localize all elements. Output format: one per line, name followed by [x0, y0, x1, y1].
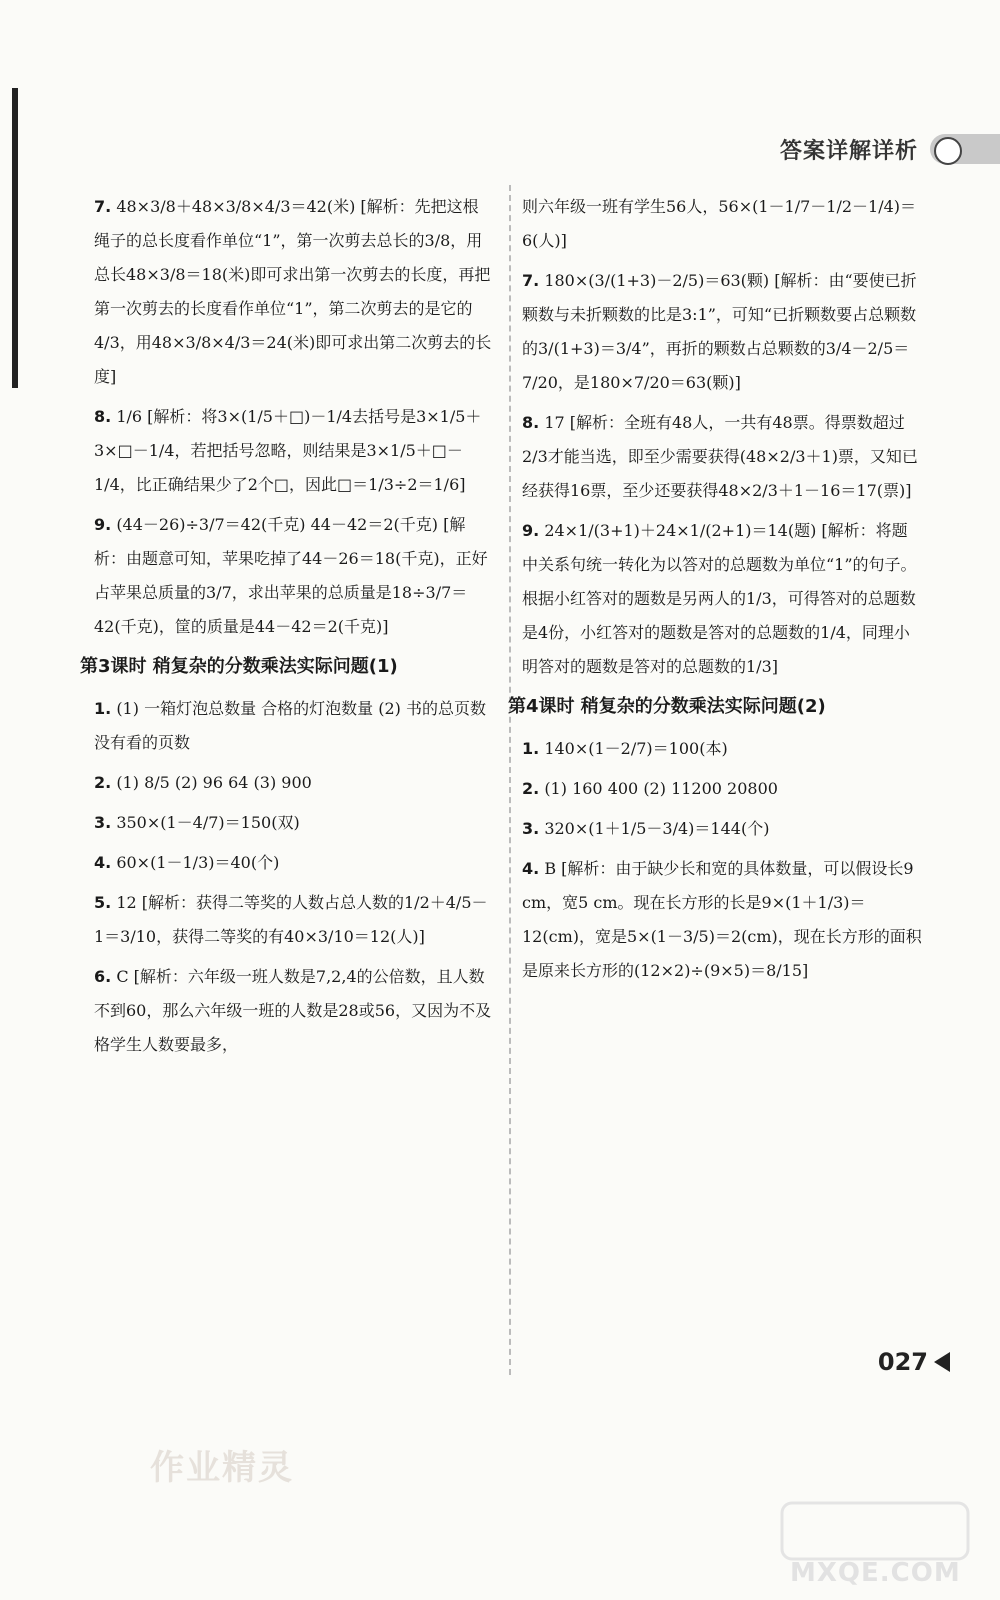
answer-item: 9. (44－26)÷3/7＝42(千克) 44－42＝2(千克) [解析：由题意可知，苹果吃掉了44－26＝18(千克)，正好占苹果总质量的3/7，求出苹果的总质量是18÷3/7＝42(千克)，筐的质量是44－42＝2(千克)] [94, 515, 488, 636]
answer-text: 60×(1－1/3)＝40(个) [116, 853, 280, 872]
lesson-heading: 第4课时 稍复杂的分数乘法实际问题(2) [508, 696, 826, 717]
answer-text: B [解析：由于缺少长和宽的具体数量，可以假设长9 cm，宽5 cm。现在长方形的长是9×(1＋1/3)＝12(cm)，宽是5×(1－3/5)＝2(cm)，现在长方形的面积是原来长方形的(12×2)÷(9×5)＝8/15] [522, 859, 922, 980]
answer-item: 7. 48×3/8＋48×3/8×4/3＝42(米) [解析：先把这根绳子的总长度看作单位“1”，第一次剪去总长的3/8，用总长48×3/8＝18(米)即可求出第一次剪去的长度，再把第一次剪去的长度看作单位“1”，第二次剪去的是它的4/3，用48×3/8×4/3＝24(米)即可求出第二次剪去的长度] [94, 197, 492, 386]
answer-text: (1) 8/5 (2) 96 64 (3) 900 [116, 773, 312, 792]
answer-item: 1. (1) 一箱灯泡总数量 合格的灯泡数量 (2) 书的总页数 没有看的页数 [94, 699, 486, 752]
answer-text: 则六年级一班有学生56人，56×(1－1/7－1/2－1/4)＝6(人)] [522, 197, 917, 250]
binding-edge [12, 88, 18, 388]
watermark-url: MXQE.COM [790, 1558, 961, 1588]
answer-text: (1) 一箱灯泡总数量 合格的灯泡数量 (2) 书的总页数 没有看的页数 [94, 699, 486, 752]
answer-item: 4. 60×(1－1/3)＝40(个) [94, 853, 280, 872]
header-title: 答案详解详析 [779, 138, 918, 164]
page-number: 027 [878, 1348, 950, 1376]
answer-text: 24×1/(3+1)＋24×1/(2+1)＝14(题) [解析：将题中关系句统一转化为以答对的总题数为单位“1”的句子。根据小红答对的题数是另两人的1/3，可得答对的总题数是4份，小红答对的题数是答对的总题数的1/4，同理小明答对的题数是答对的总题数的1/3] [522, 521, 917, 676]
answer-item: 7. 180×(3/(1+3)－2/5)＝63(颗) [解析：由“要使已折颗数与未折颗数的比是3:1”，可知“已折颗数要占总颗数的3/(1+3)＝3/4”，再折的颗数占总颗数的3/4－2/5＝7/20，是180×7/20＝63(颗)] [522, 271, 917, 392]
answer-text: 180×(3/(1+3)－2/5)＝63(颗) [解析：由“要使已折颗数与未折颗数的比是3:1”，可知“已折颗数要占总颗数的3/(1+3)＝3/4”，再折的颗数占总颗数的3/4－2/5＝7/20，是180×7/20＝63(颗)] [522, 271, 917, 392]
answer-text: C [解析：六年级一班人数是7,2,4的公倍数，且人数不到60，那么六年级一班的人数是28或56，又因为不及格学生人数要最多， [94, 967, 492, 1054]
watermark-text: 作业精灵 [150, 1448, 294, 1488]
answer-text: 140×(1－2/7)＝100(本) [544, 739, 728, 758]
answer-item: 9. 24×1/(3+1)＋24×1/(2+1)＝14(题) [解析：将题中关系句统一转化为以答对的总题数为单位“1”的句子。根据小红答对的题数是另两人的1/3，可得答对的总题数是4份，小红答对的题数是答对的总题数的1/4，同理小明答对的题数是答对的总题数的1/3] [522, 521, 917, 676]
answer-text: 12 [解析：获得二等奖的人数占总人数的1/2＋4/5－1＝3/10，获得二等奖的有40×3/10＝12(人)] [94, 893, 488, 946]
answer-text: 350×(1－4/7)＝150(双) [116, 813, 300, 832]
answer-item: 3. 350×(1－4/7)＝150(双) [94, 813, 300, 832]
answer-text: 320×(1＋1/5－3/4)＝144(个) [544, 819, 770, 838]
answer-text: 48×3/8＋48×3/8×4/3＝42(米) [解析：先把这根绳子的总长度看作单位“1”，第一次剪去总长的3/8，用总长48×3/8＝18(米)即可求出第一次剪去的长度，再把第一次剪去的长度看作单位“1”，第二次剪去的是它的4/3，用48×3/8×4/3＝24(米)即可求出第二次剪去的长度] [94, 197, 492, 386]
lesson-heading: 第3课时 稍复杂的分数乘法实际问题(1) [80, 656, 398, 677]
answer-item: 4. B [解析：由于缺少长和宽的具体数量，可以假设长9 cm，宽5 cm。现在长方形的长是9×(1＋1/3)＝12(cm)，宽是5×(1－3/5)＝2(cm)，现在长方形的面积是原来长方形的(12×2)÷(9×5)＝8/15] [522, 859, 922, 980]
answer-text: 1/6 [解析：将3×(1/5＋□)－1/4去括号是3×1/5＋3×□－1/4，若把括号忽略，则结果是3×1/5＋□－1/4，比正确结果少了2个□，因此□＝1/3÷2＝1/6] [94, 407, 482, 494]
page-arrow-icon [934, 1352, 950, 1372]
watermark-logo-icon [780, 1495, 970, 1565]
page-header [740, 132, 1000, 166]
header-emblem-icon [930, 134, 1000, 164]
answer-item: 2. (1) 8/5 (2) 96 64 (3) 900 [94, 773, 312, 792]
answer-item: 8. 1/6 [解析：将3×(1/5＋□)－1/4去括号是3×1/5＋3×□－1/4，若把括号忽略，则结果是3×1/5＋□－1/4，比正确结果少了2个□，因此□＝1/3÷2＝1/6] [94, 407, 482, 494]
right-column [508, 190, 922, 994]
answer-item: 3. 320×(1＋1/5－3/4)＝144(个) [522, 819, 770, 838]
column-divider [509, 185, 511, 1375]
answer-item [522, 190, 922, 258]
answer-item: 8. 17 [解析：全班有48人，一共有48票。得票数超过2/3才能当选，即至少需要获得(48×2/3＋1)票，又知已经获得16票，至少还要获得48×2/3＋1－16＝17(票)] [522, 413, 918, 500]
answer-item: 5. 12 [解析：获得二等奖的人数占总人数的1/2＋4/5－1＝3/10，获得二等奖的有40×3/10＝12(人)] [94, 893, 488, 946]
answer-text: (44－26)÷3/7＝42(千克) 44－42＝2(千克) [解析：由题意可知，苹果吃掉了44－26＝18(千克)，正好占苹果总质量的3/7，求出苹果的总质量是18÷3/7＝42(千克)，筐的质量是44－42＝2(千克)] [94, 515, 488, 636]
answer-text: 17 [解析：全班有48人，一共有48票。得票数超过2/3才能当选，即至少需要获得(48×2/3＋1)票，又知已经获得16票，至少还要获得48×2/3＋1－16＝17(票)] [522, 413, 918, 500]
answer-item: 1. 140×(1－2/7)＝100(本) [522, 739, 728, 758]
answer-item: 2. (1) 160 400 (2) 11200 20800 [522, 779, 778, 798]
left-column [80, 190, 494, 1068]
answer-item: 6. C [解析：六年级一班人数是7,2,4的公倍数，且人数不到60，那么六年级一班的人数是28或56，又因为不及格学生人数要最多， [94, 967, 492, 1054]
answer-text: (1) 160 400 (2) 11200 20800 [544, 779, 778, 798]
